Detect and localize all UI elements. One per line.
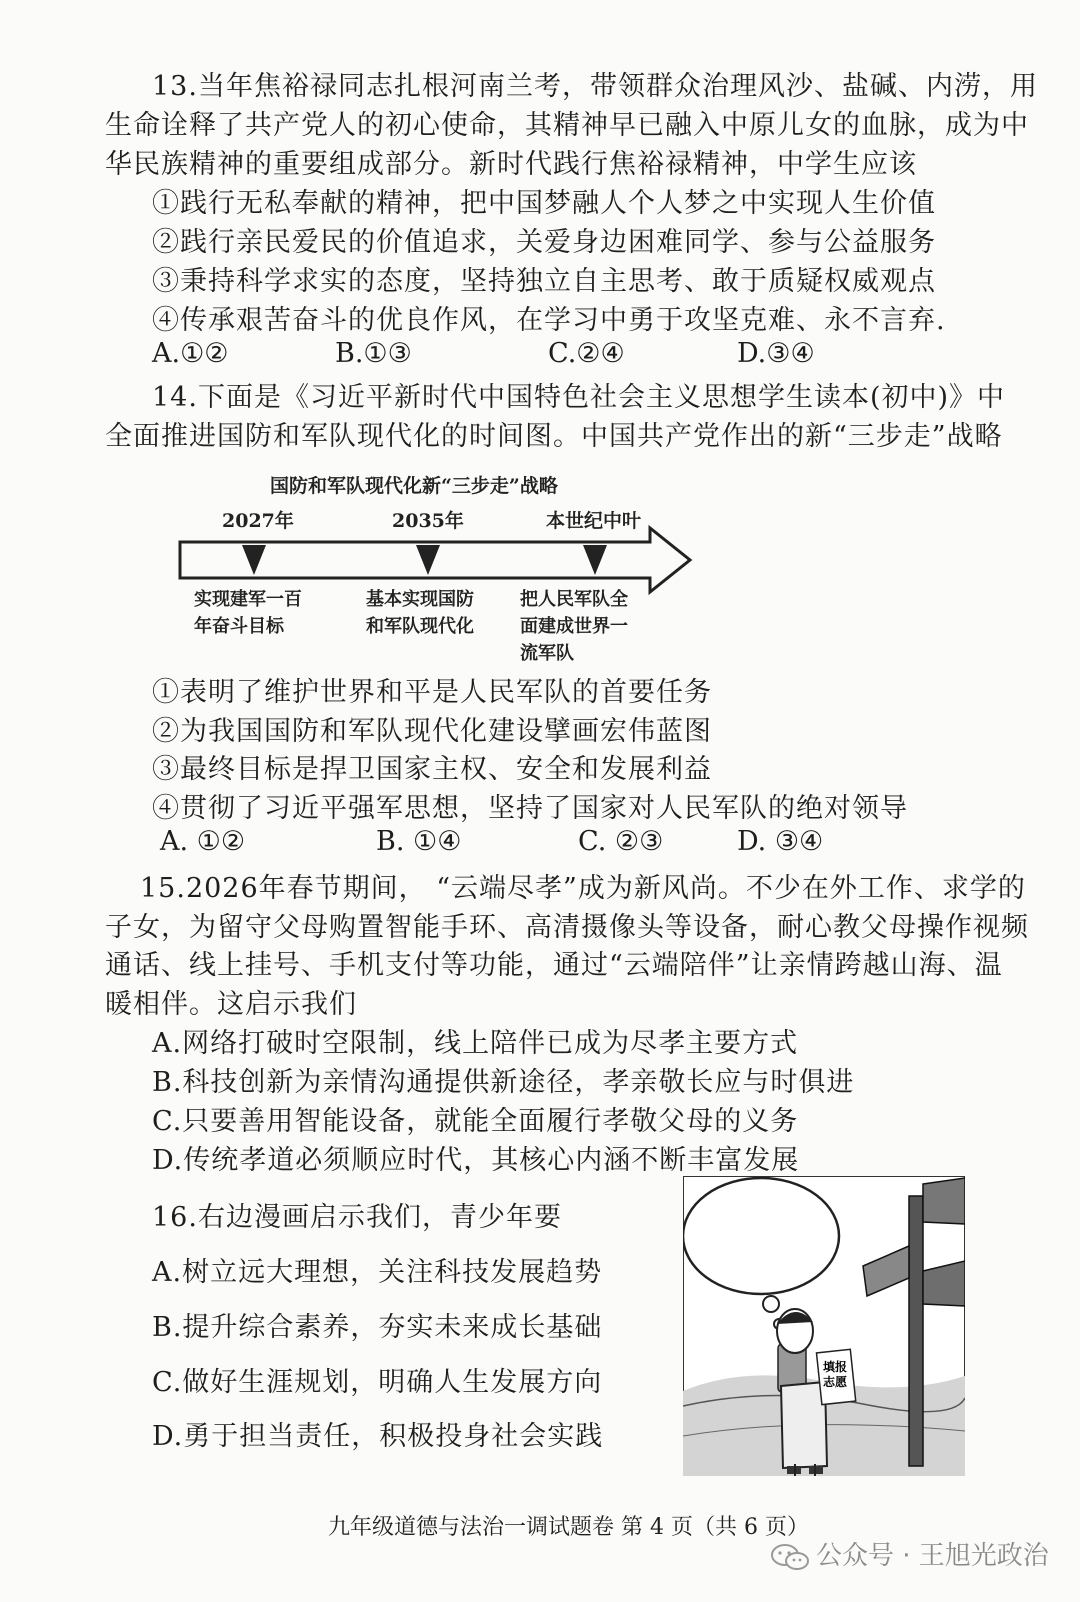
paper-text: 志愿 xyxy=(823,1375,848,1389)
q13-choice-b: B.①③ xyxy=(335,338,412,369)
q13-choice-c: C.②④ xyxy=(548,338,625,369)
q16-stem: 16.右边漫画启示我们，青少年要 xyxy=(152,1202,562,1233)
q15-option-b: B.科技创新为亲情沟通提供新途径，孝亲敬长应与时俱进 xyxy=(152,1067,855,1098)
timeline-desc: 年奋斗目标 xyxy=(194,616,284,637)
q14-choice-a: A. ①② xyxy=(160,826,246,857)
paper-text: 填报 xyxy=(823,1360,848,1374)
timeline-desc: 实现建军一百 xyxy=(194,589,302,610)
q14-choice-c: C. ②③ xyxy=(578,826,664,857)
q14-item: ①表明了维护世界和平是人民军队的首要任务 xyxy=(152,677,712,708)
q14-item: ②为我国国防和军队现代化建设擘画宏伟蓝图 xyxy=(152,716,712,747)
timeline-marker xyxy=(583,545,607,575)
q16-option-a: A.树立远大理想，关注科技发展趋势 xyxy=(152,1257,603,1288)
application-paper xyxy=(816,1349,855,1404)
timeline-desc: 和军队现代化 xyxy=(366,616,474,637)
timeline-time: 2027年 xyxy=(222,510,294,532)
timeline-time: 本世纪中叶 xyxy=(546,510,642,532)
q15-stem-line: 子女，为留守父母购置智能手环、高清摄像头等设备，耐心教父母操作视频 xyxy=(105,912,1029,943)
q16-option-d: D.勇于担当责任，积极投身社会实践 xyxy=(152,1421,604,1452)
q13-choice-d: D.③④ xyxy=(737,338,815,369)
q15-stem-line: 15.2026年春节期间， “云端尽孝”成为新风尚。不少在外工作、求学的 xyxy=(140,873,1026,904)
q13-choice-a: A.①② xyxy=(152,338,229,369)
q15-stem-line: 暖相伴。这启示我们 xyxy=(105,989,357,1020)
timeline-diagram xyxy=(170,462,700,677)
signpost-board xyxy=(923,1178,965,1224)
q15-option-d: D.传统孝道必须顺应时代，其核心内涵不断丰富发展 xyxy=(152,1145,800,1176)
cartoon-illustration xyxy=(683,1176,965,1476)
q14-choice-b: B. ①④ xyxy=(376,826,462,857)
q15-stem-line: 通话、线上挂号、手机支付等功能，通过“云端陪伴”让亲情跨越山海、温 xyxy=(105,950,1003,981)
q15-option-c: C.只要善用智能设备，就能全面履行孝敬父母的义务 xyxy=(152,1106,799,1137)
timeline-title: 国防和军队现代化新“三步走”战略 xyxy=(270,475,558,497)
timeline-desc: 流军队 xyxy=(520,643,574,664)
q14-item: ④贯彻了习近平强军思想，坚持了国家对人民军队的绝对领导 xyxy=(152,793,908,824)
timeline-marker xyxy=(242,545,266,575)
signpost-pole xyxy=(909,1196,923,1466)
q16-option-b: B.提升综合素养，夯实未来成长基础 xyxy=(152,1312,603,1343)
q16-option-c: C.做好生涯规划，明确人生发展方向 xyxy=(152,1367,603,1398)
timeline-desc: 面建成世界一 xyxy=(520,616,628,637)
q13-stem-line: 13.当年焦裕禄同志扎根河南兰考，带领群众治理风沙、盐碱、内涝，用 xyxy=(152,71,1038,102)
q13-item: ②践行亲民爱民的价值追求，关爱身边困难同学、参与公益服务 xyxy=(152,227,936,258)
watermark xyxy=(770,1535,1049,1572)
timeline-desc: 基本实现国防 xyxy=(366,589,474,610)
q13-stem-line: 华民族精神的重要组成部分。新时代践行焦裕禄精神，中学生应该 xyxy=(105,149,917,180)
watermark-text: 公众号 · 王旭光政治 xyxy=(816,1541,1049,1571)
q13-stem-line: 生命诠释了共产党人的初心使命，其精神早已融入中原儿女的血脉，成为中 xyxy=(105,110,1029,141)
page-footer: 九年级道德与法治一调试题卷 第 4 页（共 6 页） xyxy=(328,1515,809,1540)
q14-stem-line: 全面推进国防和军队现代化的时间图。中国共产党作出的新“三步走”战略 xyxy=(105,421,1003,452)
q13-item: ①践行无私奉献的精神，把中国梦融人个人梦之中实现人生价值 xyxy=(152,188,936,219)
timeline-marker xyxy=(416,545,440,575)
q13-item: ③秉持科学求实的态度，坚持独立自主思考、敢于质疑权威观点 xyxy=(152,266,936,297)
q13-item: ④传承艰苦奋斗的优良作风，在学习中勇于攻坚克难、永不言弃. xyxy=(152,305,946,336)
thought-bubble xyxy=(683,1178,839,1294)
q15-option-a: A.网络打破时空限制，线上陪伴已成为尽孝主要方式 xyxy=(152,1028,799,1059)
wechat-icon xyxy=(770,1542,810,1572)
timeline-time: 2035年 xyxy=(392,510,464,532)
q14-item: ③最终目标是捍卫国家主权、安全和发展利益 xyxy=(152,754,712,785)
q14-choice-d: D. ③④ xyxy=(737,826,824,857)
q14-stem-line: 14.下面是《习近平新时代中国特色社会主义思想学生读本(初中)》中 xyxy=(152,382,1006,413)
timeline-desc: 把人民军队全 xyxy=(520,589,628,610)
